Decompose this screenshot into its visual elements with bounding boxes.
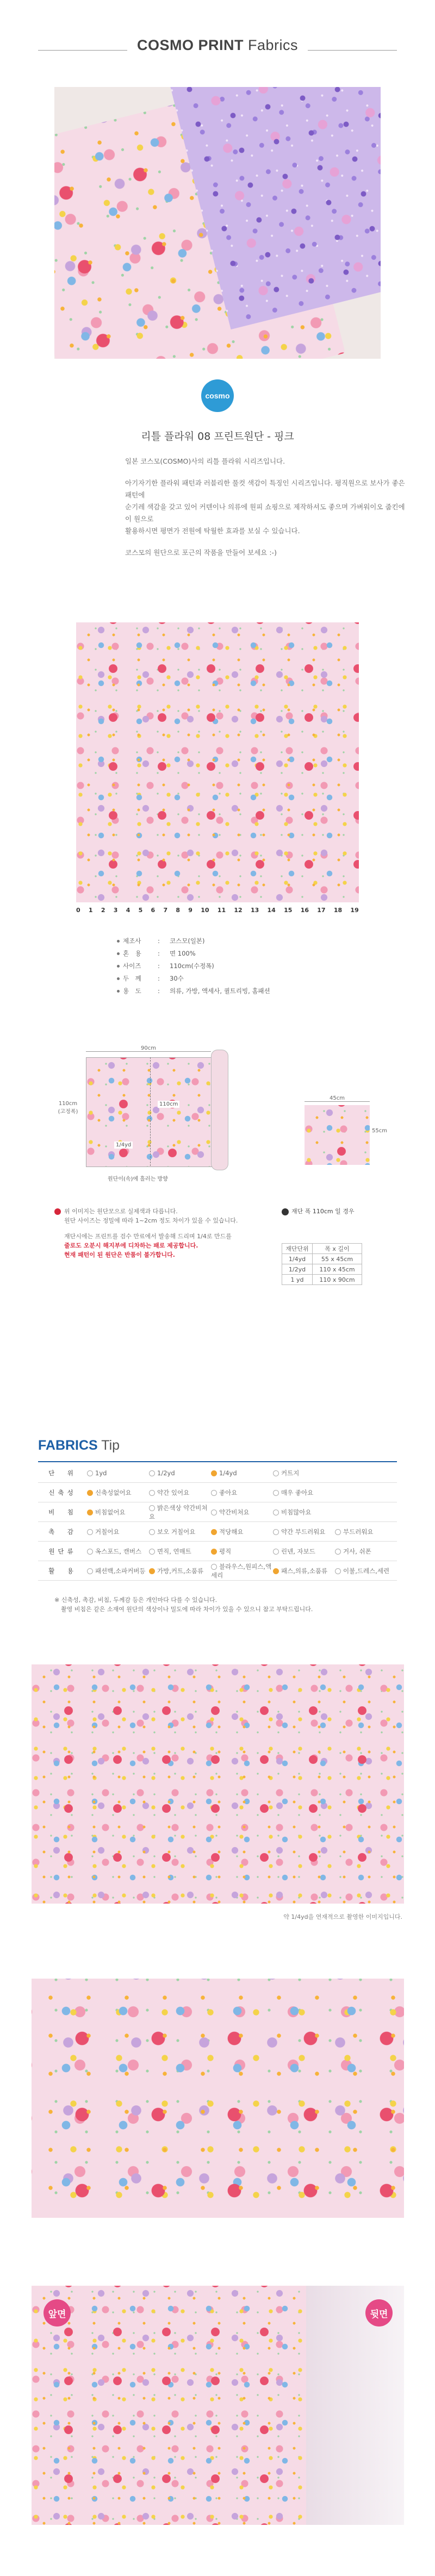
radio-dot-icon [273,1529,279,1535]
spec-key: 제조사 [123,937,141,945]
hero-fabric-photo [54,87,381,359]
intro-line: 코스모의 원단으로 포근의 작품을 만들어 보세요 :-) [125,548,277,557]
radio-dot-icon [149,1490,155,1496]
tip-option: 약간 있어요 [157,1488,190,1496]
ruler-tick: 10 [201,907,209,914]
tip-option: 블라우스,원피스,액세리 [211,1562,272,1579]
cm-ruler [76,907,359,914]
tip-option: 패션백,소파커버등 [95,1567,146,1575]
tip-label: 촉 감 [38,1522,87,1542]
fabric-roll [211,1050,228,1170]
intro-line: 아기자기한 플라워 패턴과 러블리한 풀컷 색감이 특징인 시리즈입니다. 평직원으로 보사가 좋은 패턴에 [125,479,405,499]
ruler-tick: 13 [250,907,259,914]
radio-dot-icon [211,1490,217,1496]
intro-line: 일본 코스모(COSMO)사의 리틀 플라워 시리즈입니다. [125,457,285,465]
spec-key: 혼 용 [123,950,141,957]
ruler-tick: 17 [317,907,326,914]
ruler-tick: 12 [234,907,243,914]
radio-dot-icon [335,1529,341,1535]
spec-value: 의류, 가방, 액세사, 퀼트리빙, 홈패션 [170,987,270,995]
ruler-tick: 18 [333,907,343,914]
radio-dot-icon [273,1510,279,1515]
direction-label: 원단이(속)에 흘러는 방향 [108,1176,168,1182]
radio-dot-icon [149,1505,155,1511]
brand-header [0,37,435,54]
ruler-tick: 1 [88,907,93,914]
tip-row [38,1542,397,1561]
tip-label: 비 침 [38,1502,87,1522]
back-badge: 뒷면 [365,2299,393,2326]
tips-heading-light: Tip [101,1438,120,1453]
ruler-tick: 0 [76,907,80,914]
radio-dot-icon [87,1568,93,1574]
spec-row: 제조사 : 코스모(일본) [117,935,205,947]
size-table-head: 재단단위 [282,1244,313,1254]
radio-dot-icon [149,1568,155,1574]
diagram-fold [150,1057,151,1166]
tip-option: 거사, 쉬폰 [343,1547,371,1555]
radio-dot-icon [87,1470,93,1476]
size-table [282,1243,362,1285]
tip-option: 가방,커트,소품류 [157,1567,204,1575]
size-table-head: 폭 x 길이 [313,1244,362,1254]
tip-option: 1/2yd [157,1469,175,1477]
radio-dot-icon [149,1470,155,1476]
spec-key: 사이즈 [123,962,141,970]
ruler-tick: 11 [217,907,226,914]
radio-dot-icon [211,1510,217,1515]
spec-row: 사이즈 : 110cm(수정폭) [117,960,214,972]
tip-row [38,1463,397,1483]
product-title: 리틀 플라워 08 프린트원단 - 핑크 [141,431,294,442]
tip-option: 좋아요 [219,1488,238,1496]
tip-option: 보오 거칠어요 [157,1527,196,1536]
ruler-tick: 16 [300,907,309,914]
tip-row [38,1502,397,1522]
tips-table [38,1463,397,1581]
size-table-cell: 1/2yd [282,1264,313,1275]
radio-dot-icon [211,1470,217,1476]
ruler-tick: 4 [126,907,130,914]
small-width-label: 45cm [304,1095,370,1102]
ruler-tick: 19 [350,907,359,914]
width-label: 90cm [86,1045,211,1052]
tip-option: 평직 [219,1547,232,1555]
tip-option: 거칠어요 [95,1527,120,1536]
tips-rule [38,1461,397,1462]
footnote: 촬영 비침은 같은 소재여 원단의 색상이나 밀도에 따라 차이가 있을 수 있으니 참고 부탁드립니다. [61,1606,313,1613]
size-table-cell: 1/4yd [282,1254,313,1264]
tip-option: 신축성없어요 [95,1488,132,1496]
tip-row [38,1561,397,1581]
tip-option: 비침없어요 [95,1508,126,1516]
tip-option: 면직, 연매트 [157,1547,191,1555]
note: 원단 사이즈는 정밀에 따라 1~2cm 정도 차이가 있을 수 있습니다. [64,1217,238,1224]
tip-label: 단 위 [38,1463,87,1483]
radio-dot-icon [211,1564,217,1570]
tip-option: 린넨, 자보드 [281,1547,315,1555]
ruler-tick: 2 [101,907,105,914]
photo-caption: 약 1/4yd을 연재적으로 촬영한 이미지입니다. [283,1913,402,1920]
inner-label: 110cm [158,1101,179,1108]
ruler-tick: 3 [113,907,118,914]
size-table-cell: 110 x 45cm [313,1264,362,1275]
ruler-tick: 7 [163,907,168,914]
tip-option: 밝은색상 약간비쳐요 [149,1504,208,1520]
ruler-tick: 9 [188,907,192,914]
logo-text: cosmo [205,391,230,400]
fabric-photo-1 [32,1664,404,1904]
tips-heading-bold: FABRICS [38,1438,98,1453]
fabric-photo-2 [32,1979,404,2218]
diagram-fabric [86,1057,212,1167]
radio-dot-icon [87,1490,93,1496]
tip-option: 약간 부드러워요 [281,1527,326,1536]
tip-option: 이불,드레스,세련 [343,1567,390,1575]
size-table-cell: 110 x 90cm [313,1275,362,1285]
note: 위 이미지는 원단모으로 실제색과 다릅니다. [64,1208,178,1215]
tip-option: 부드러워요 [343,1527,374,1536]
radio-dot-icon [87,1529,93,1535]
radio-dot-icon [87,1510,93,1515]
intro-line: 활용하시면 평면가 전원에 탁월한 효과를 보실 수 있습니다. [125,527,300,535]
note-highlight: 현재 패턴이 된 원단은 반품이 불가합니다. [64,1251,175,1258]
tip-option: 매우 좋아요 [281,1488,314,1496]
size-box-title [282,1207,355,1215]
radio-dot-icon [273,1568,279,1574]
radio-dot-icon [335,1568,341,1574]
spec-row: 용 도 : 의류, 가방, 액세사, 퀼트리빙, 홈패션 [117,985,270,997]
tip-label: 원단류 [38,1542,87,1561]
size-table-cell: 55 x 45cm [313,1254,362,1264]
spec-row: 두 께 : 30수 [117,972,184,984]
spec-key: 두 께 [123,975,141,982]
tip-option: 1yd [95,1469,107,1477]
tip-option: 적당해요 [219,1527,244,1536]
tips-footnote [54,1595,313,1614]
note-highlight: 줄로도 오분시 해지부에 디차하는 패로 제공합니다. [64,1242,198,1249]
spec-value: 30수 [170,975,184,982]
intro-text [125,456,408,559]
note: 재단시에는 프린트를 검수 만료에서 발송해 드리며 1/4로 만드를 [64,1233,232,1240]
size-table-cell: 1 yd [282,1275,313,1285]
small-swatch-diagram [304,1095,387,1171]
radio-dot-icon [211,1529,217,1535]
radio-dot-icon [273,1549,279,1555]
brand-light: Fabrics [248,37,299,53]
spec-value: 면 100% [170,950,196,957]
inner-label: 1/4yd [114,1142,133,1149]
small-swatch [304,1105,370,1165]
tip-option: 비침많아요 [281,1508,312,1516]
tips-heading [38,1438,120,1454]
radio-dot-icon [335,1549,341,1555]
tip-label: 신축성 [38,1483,87,1502]
tip-label: 활 용 [38,1561,87,1581]
ruler-tick: 15 [284,907,293,914]
ruler-tick: 14 [267,907,276,914]
radio-dot-icon [149,1549,155,1555]
tip-option: 패스,의류,소품류 [281,1567,328,1575]
tip-option: 약간비쳐요 [219,1508,250,1516]
ruler-tick: 6 [151,907,156,914]
height-label: 110cm (고정폭) [58,1101,78,1115]
tip-row [38,1483,397,1502]
ruler-tick: 8 [176,907,181,914]
tip-row [38,1522,397,1542]
ruler-tick: 5 [138,907,143,914]
front-badge: 앞면 [44,2299,71,2326]
size-diagram [54,1041,272,1188]
front-back-photo [32,2286,404,2525]
radio-dot-icon [211,1549,217,1555]
cosmo-logo [201,379,234,412]
brand-bold: COSMO PRINT [136,37,244,53]
spec-value: 110cm(수정폭) [170,962,214,970]
radio-dot-icon [273,1470,279,1476]
spec-value: 코스모(일본) [170,937,205,945]
spec-row: 혼 용 : 면 100% [117,947,196,959]
fabric-swatch-photo [76,622,359,902]
intro-line: 순기레 색감을 갖고 있어 커텐이나 의류에 원피 쇼핑으로 제작하셔도 좋으며 가벼워이오 줍킨에이 원으로 [125,503,405,523]
tip-option: 옥스포드, 캔버스 [95,1547,142,1555]
radio-dot-icon [149,1529,155,1535]
tip-option: 커트지 [281,1469,300,1477]
radio-dot-icon [87,1549,93,1555]
size-box-title-text: 재단 폭 110cm 일 경우 [291,1208,355,1215]
footnote: ※ 신축성, 촉감, 비침, 두께감 등은 개인마다 다를 수 있습니다. [54,1596,217,1604]
radio-dot-icon [273,1490,279,1496]
notes-left [54,1207,266,1259]
spec-key: 용 도 [123,987,141,995]
tip-option: 1/4yd [219,1469,237,1477]
small-height-label: 55cm [372,1128,387,1134]
